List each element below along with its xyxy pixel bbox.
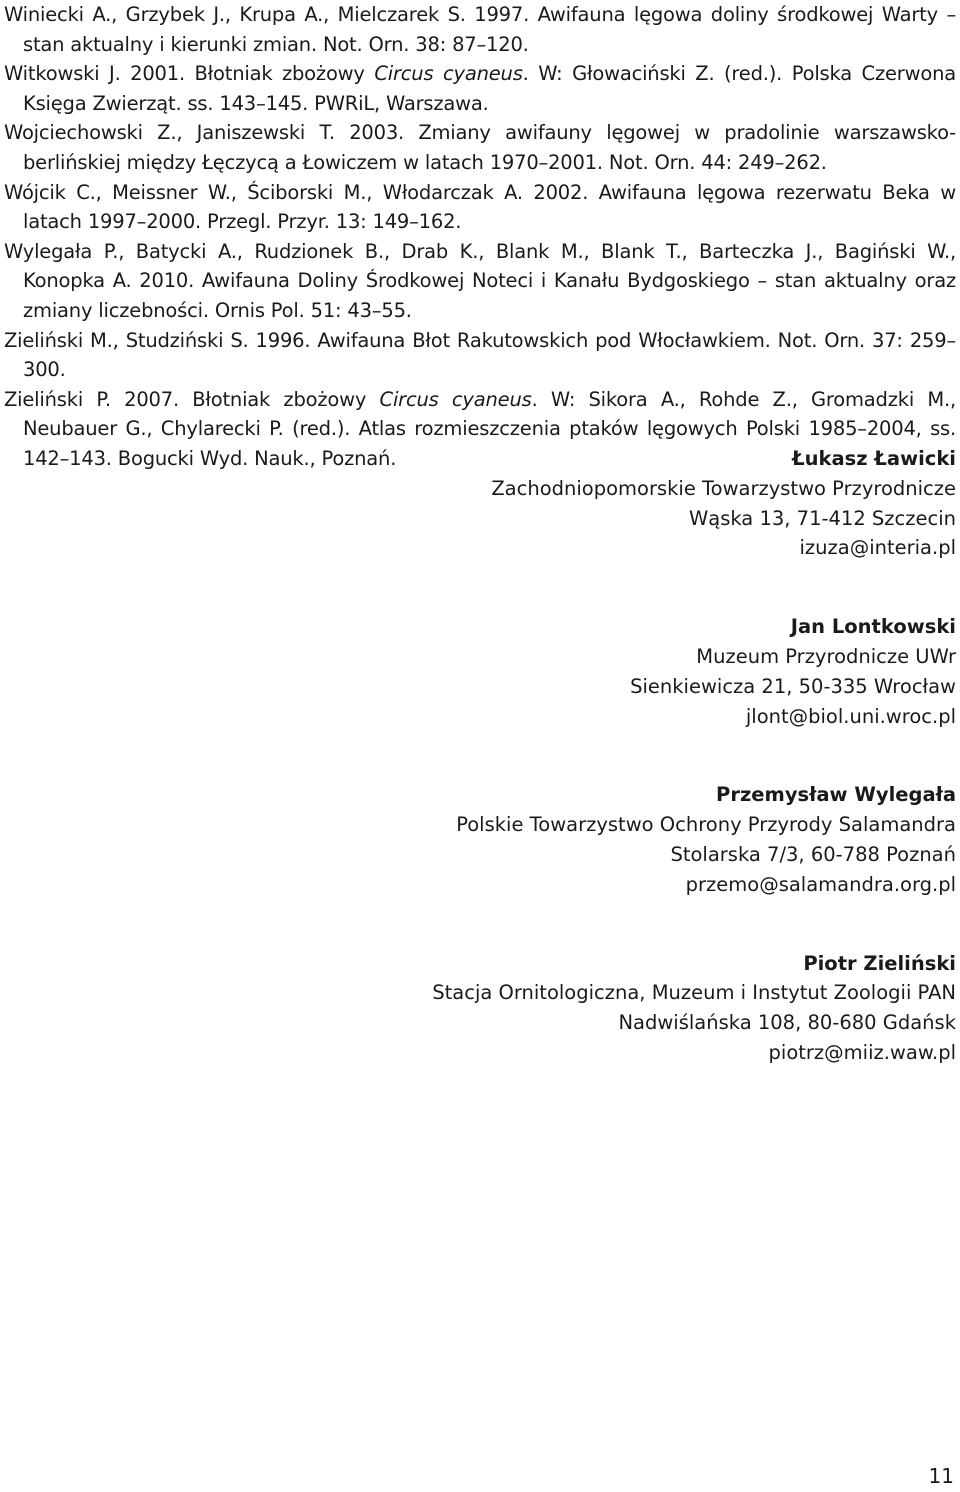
reference-item [4,59,956,118]
author-name: Łukasz Ławicki [792,447,956,470]
reference-item [4,237,956,326]
reference-text: Zieliński P. 2007. Błotniak zbożowy [4,387,380,411]
reference-item [4,0,956,59]
reference-text: Wójcik C., Meissner W., Ściborski M., Włodarczak A. 2002. Awifauna lęgowa rezerwatu Beka w latach 1997–2000. Przegl. Przyr. 13: 149–162. [4,180,956,234]
author-address: Wąska 13, 71-412 Szczecin [688,506,956,530]
reference-text: Zieliński M., Studziński S. 1996. Awifauna Błot Rakutowskich pod Włocławkiem. Not. Orn. 37: 259–300. [4,328,956,382]
reference-species-name: Circus cyaneus [374,62,523,86]
author-institution: Zachodniopomorskie Towarzystwo Przyrodnicze [491,476,956,500]
author-name: Jan Lontkowski [790,615,956,639]
author-affiliations [256,444,956,1117]
reference-species-name: Circus cyaneus [379,387,532,411]
author-address: Stolarska 7/3, 60-788 Poznań [670,842,956,866]
author-email: jlont@biol.uni.wroc.pl [745,704,956,728]
author-email: przemo@salamandra.org.pl [685,872,956,896]
author-email: piotrz@miiz.waw.pl [768,1040,956,1064]
author-name: Przemysław Wylegała [716,783,956,807]
reference-text: . W: Sikora A., Rohde Z., Gromadzki M., Neubauer G., Chylarecki P. (red.). Atlas rozmieszczenia ptaków lęgowych Polski 1985–2004, ss. 142–143. Bogucki Wyd. Nauk., Poznań. [23,387,956,470]
author-institution: Stacja Ornitologiczna, Muzeum i Instytut Zoologii PAN [432,981,956,1005]
author-block [256,780,956,899]
page-number: 11 [928,1464,954,1488]
reference-list [4,0,956,474]
author-block [256,949,956,1068]
reference-item [4,326,956,385]
reference-item [4,118,956,177]
reference-item [4,178,956,237]
author-block [256,612,956,731]
reference-text: Wojciechowski Z., Janiszewski T. 2003. Zmiany awifauny lęgowej w pradolinie warszawsko-berlińskiej między Łęczycą a Łowiczem w latach 1970–2001. Not. Orn. 44: 249–262. [4,121,956,174]
reference-text: Wylegała P., Batycki A., Rudzionek B., Drab K., Blank M., Blank T., Barteczka J., Bagiński W., Konopka A. 2010. Awifauna Doliny Środkowej Noteci i Kanału Bydgoskiego – stan aktualny oraz zmiany liczebności. Ornis Pol. 51: 43–55. [4,239,956,322]
author-address: Nadwiślańska 108, 80-680 Gdańsk [618,1011,956,1035]
reference-text: Winiecki A., Grzybek J., Krupa A., Mielczarek S. 1997. Awifauna lęgowa doliny środkowej Warty – stan aktualny i kierunki zmian. Not. Orn. 38: 87–120. [4,3,956,56]
author-institution: Polskie Towarzystwo Ochrony Przyrody Salamandra [456,813,956,837]
author-address: Sienkiewicza 21, 50-335 Wrocław [630,674,956,698]
author-email: izuza@interia.pl [799,536,956,560]
reference-text: . W: Głowaciński Z. (red.). Polska Czerwona Księga Zwierząt. ss. 143–145. PWRiL, Warszawa. [23,62,957,115]
author-institution: Muzeum Przyrodnicze UWr [696,644,956,668]
reference-text: Witkowski J. 2001. Błotniak zbożowy [4,62,375,86]
author-block [256,444,956,563]
author-name: Piotr Zieliński [803,951,956,975]
